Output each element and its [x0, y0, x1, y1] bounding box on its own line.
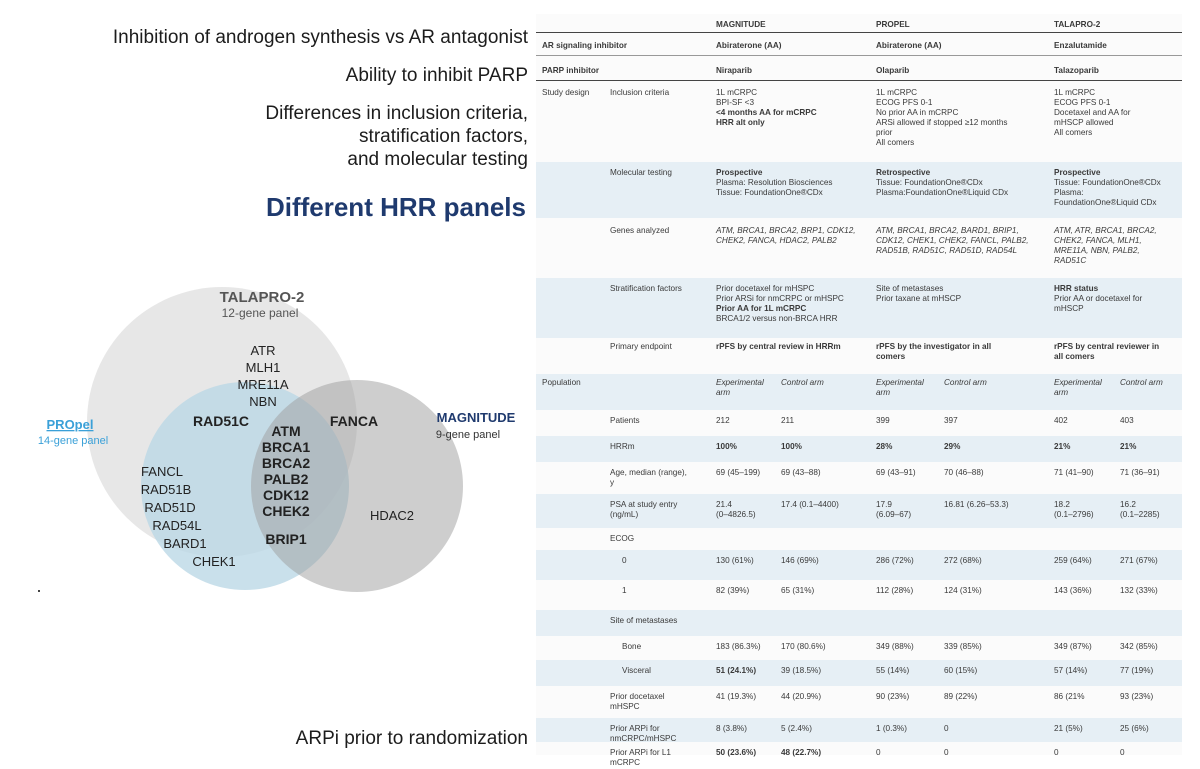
table-cell: 0 [876, 748, 881, 757]
trial-comparison-table [536, 14, 1182, 767]
cell-line: Tissue: FoundationOne®CDx [1054, 178, 1161, 187]
table-cell: 100% [716, 442, 737, 451]
table-row [536, 660, 1182, 686]
table-cell: 77 (19%) [1120, 666, 1154, 675]
table-cell: 112 (28%) [876, 586, 914, 595]
gene-label: CHEK1 [192, 554, 236, 569]
table-cell: 402 [1054, 416, 1068, 425]
cell-line: CHEK2, FANCA, MLH1, [1054, 236, 1142, 245]
arm-header-ctrl: Control arm [944, 378, 987, 387]
cell-line: arm [716, 388, 731, 397]
table-row [536, 636, 1182, 660]
cell-line: mHSCP allowed [1054, 118, 1114, 127]
cell-line: ATM, BRCA1, BRCA2, BARD1, BRIP1, [876, 226, 1019, 235]
row-label: Molecular testing [610, 168, 672, 177]
cell-line: mHSCP [1054, 304, 1084, 313]
testing-propel [876, 168, 1046, 198]
cell-line: Age, median (range), [610, 468, 687, 477]
gene-label: RAD51D [144, 500, 196, 515]
cell-line: Experimental [1054, 378, 1102, 387]
cell-line: Site of metastases [610, 616, 678, 625]
cell-line: Docetaxel and AA for [1054, 108, 1131, 117]
row-label [610, 692, 665, 712]
table-cell: 21 (5%) [1054, 724, 1083, 733]
table-cell: 0 [1120, 748, 1125, 757]
venn-propel-panel: 14-gene panel [37, 435, 109, 447]
cell-line: ATM, BRCA1, BRCA2, BRP1, CDK12, [716, 226, 856, 235]
table-cell: 272 (68%) [944, 556, 982, 565]
cell-line: Prior ARSi for nmCRPC or mHSPC [716, 294, 844, 303]
gene-label: BRCA1 [261, 439, 311, 455]
cell-line: Tissue: FoundationOne®CDx [876, 178, 983, 187]
gene-label: BRCA2 [261, 455, 311, 471]
row-label: Primary endpoint [610, 342, 672, 351]
cell-line: Prior taxane at mHSCP [876, 294, 962, 303]
row-genes-analyzed [536, 218, 1182, 278]
table-cell: 143 (36%) [1054, 586, 1092, 595]
row-label: Genes analyzed [610, 226, 670, 235]
cell-line: 1L mCRPC [716, 88, 758, 97]
ar-value: Enzalutamide [1054, 41, 1107, 50]
table-cell: 397 [944, 416, 958, 425]
bullet-differences-line: stratification factors, [359, 126, 528, 147]
gene-label: MLH1 [245, 360, 281, 375]
gene-label: ATM [271, 423, 301, 439]
testing-talapro [1054, 168, 1179, 208]
cell-line: Prior AA or docetaxel for [1054, 294, 1143, 303]
gene-label: CDK12 [263, 487, 309, 503]
table-row [536, 550, 1182, 580]
endpoint-magnitude [716, 342, 874, 352]
gene-label: PALB2 [263, 471, 309, 487]
parp-value: Talazoparib [1054, 66, 1099, 75]
cell-line: Patients [610, 416, 640, 425]
endpoint-talapro [1054, 342, 1179, 362]
arpi-note: ARPi prior to randomization [295, 728, 528, 749]
ar-label: AR signaling inhibitor [542, 41, 628, 50]
table-cell: 25 (6%) [1120, 724, 1149, 733]
row-label [610, 442, 635, 452]
genes-propel [876, 226, 1046, 256]
bullet-parp: Ability to inhibit PARP [345, 65, 528, 86]
cell-line: 0 [622, 556, 627, 565]
venn-talapro-name: TALAPRO-2 [219, 289, 305, 306]
trial-name-magnitude: MAGNITUDE [716, 20, 766, 29]
cell-line: Prior AA for 1L mCRPC [716, 304, 807, 313]
row-label [610, 724, 676, 744]
gene-label: MRE11A [237, 377, 289, 392]
cell-line: rPFS by the investigator in all [876, 342, 992, 351]
gene-label: ATR [250, 343, 276, 358]
row-label [622, 666, 651, 676]
table-cell: 16.2 (0.1–2285) [1120, 500, 1160, 519]
gene-label: FANCA [329, 413, 379, 429]
cell-line: rPFS by central review in HRRm [716, 342, 841, 351]
cell-line: arm [1054, 388, 1069, 397]
row-population-header [536, 374, 1182, 410]
bullet-differences-line: Differences in inclusion criteria, [265, 103, 528, 124]
strat-talapro [1054, 284, 1179, 314]
table-cell: 211 [781, 416, 795, 425]
gene-label: FANCL [141, 464, 183, 479]
cell-line: HRR status [1054, 284, 1099, 293]
cell-line: BRCA1/2 versus non-BRCA HRR [716, 314, 838, 323]
parp-value: Niraparib [716, 66, 752, 75]
hrr-venn-diagram [30, 280, 540, 600]
genes-talapro [1054, 226, 1179, 266]
table-cell: 1 (0.3%) [876, 724, 907, 733]
table-cell: 55 (14%) [876, 666, 910, 675]
ar-value: Abiraterone (AA) [716, 41, 782, 50]
cell-line: arm [876, 388, 891, 397]
table-cell: 86 (21% [1054, 692, 1085, 701]
row-label [622, 586, 627, 596]
cell-line: <4 months AA for mCRPC [716, 108, 817, 117]
cell-line: ECOG PFS 0-1 [876, 98, 933, 107]
table-cell: 48 (22.7%) [781, 748, 822, 757]
testing-magnitude [716, 168, 871, 198]
table-cell: 339 (85%) [944, 642, 982, 651]
gene-label: RAD51C [192, 413, 250, 429]
table-cell: 132 (33%) [1120, 586, 1158, 595]
row-label [622, 556, 627, 566]
arm-header-ctrl: Control arm [781, 378, 824, 387]
row-label [610, 416, 640, 426]
strat-propel [876, 284, 1046, 304]
inclusion-magnitude [716, 88, 866, 128]
cell-line: RAD51B, RAD51C, RAD51D, RAD54L [876, 246, 1018, 255]
cell-line: rPFS by central reviewer in [1054, 342, 1160, 351]
table-row [536, 610, 1182, 636]
cell-line: MRE11A, NBN, PALB2, [1054, 246, 1140, 255]
venn-propel-name: PROpel [46, 417, 94, 432]
inclusion-talapro [1054, 88, 1179, 138]
cell-line: All comers [1054, 128, 1093, 137]
table-cell: 17.4 (0.1–4400) [781, 500, 839, 509]
table-cell: 51 (24.1%) [716, 666, 757, 675]
arm-header-ctrl: Control arm [1120, 378, 1163, 387]
table-cell: 71 (36–91) [1120, 468, 1160, 477]
gene-label: BRIP1 [265, 531, 307, 547]
ar-value: Abiraterone (AA) [876, 41, 942, 50]
cell-line: prior [876, 128, 893, 137]
table-cell: 259 (64%) [1054, 556, 1092, 565]
cell-line: ARSi allowed if stopped ≥12 months [876, 118, 1008, 127]
table-cell: 21% [1054, 442, 1071, 451]
venn-magnitude-name: MAGNITUDE [436, 410, 516, 425]
cell-line: mHSPC [610, 702, 640, 711]
trial-name-talapro: TALAPRO-2 [1054, 20, 1101, 29]
table-row [536, 718, 1182, 742]
row-label [610, 616, 677, 626]
table-cell: 349 (88%) [876, 642, 914, 651]
gene-label: HDAC2 [369, 508, 415, 523]
row-label [610, 534, 634, 544]
cell-line: CHEK2, FANCA, HDAC2, PALB2 [716, 236, 837, 245]
gene-label: CHEK2 [262, 503, 310, 519]
gene-label: RAD51B [140, 482, 192, 497]
table-cell: 18.2 (0.1–2796) [1054, 500, 1094, 519]
table-cell: 124 (31%) [944, 586, 982, 595]
cell-line: FoundationOne®Liquid CDx [1054, 198, 1157, 207]
decorative-dot [38, 590, 40, 592]
parp-label: PARP inhibitor [542, 66, 600, 75]
cell-line: RAD51C [1054, 256, 1087, 265]
table-cell: 5 (2.4%) [781, 724, 812, 733]
table-cell: 69 (45–199) [716, 468, 761, 477]
cell-line: Tissue: FoundationOne®CDx [716, 188, 823, 197]
arm-header-exp [1054, 378, 1102, 398]
row-label [610, 500, 677, 520]
cell-line: Prior docetaxel [610, 692, 665, 701]
cell-line: Plasma:FoundationOne®Liquid CDx [876, 188, 1009, 197]
cell-line: HRR alt only [716, 118, 765, 127]
trial-name-propel: PROPEL [876, 20, 910, 29]
table-row [536, 436, 1182, 462]
table-parp-row [536, 56, 1182, 81]
bullet-androgen: Inhibition of androgen synthesis vs AR antagonist [112, 27, 528, 48]
table-cell: 100% [781, 442, 802, 451]
table-cell: 21.4 (0–4826.5) [716, 500, 756, 519]
table-cell: 0 [1054, 748, 1059, 757]
cell-line: mCRPC [610, 758, 641, 767]
table-cell: 183 (86.3%) [716, 642, 761, 651]
table-row [536, 462, 1182, 494]
cell-line: Prior ARPi for L1 [610, 748, 671, 757]
inclusion-propel [876, 88, 1046, 148]
table-cell: 44 (20.9%) [781, 692, 822, 701]
cell-line: 1 [622, 586, 627, 595]
cell-line: ECOG [610, 534, 635, 543]
cell-line: nmCRPC/mHSPC [610, 734, 677, 743]
hrr-panels-title: Different HRR panels [265, 192, 526, 222]
table-cell: 170 (80.6%) [781, 642, 826, 651]
cell-line: Prospective [1054, 168, 1101, 177]
venn-talapro-panel: 12-gene panel [221, 306, 299, 320]
gene-label: BARD1 [163, 536, 207, 551]
cell-line: No prior AA in mCRPC [876, 108, 959, 117]
table-cell: 212 [716, 416, 730, 425]
cell-line: Retrospective [876, 168, 931, 177]
table-cell: 146 (69%) [781, 556, 819, 565]
row-label [610, 748, 671, 768]
cell-line: comers [876, 352, 906, 361]
table-cell: 93 (23%) [1120, 692, 1154, 701]
cell-line: Prior docetaxel for mHSPC [716, 284, 815, 293]
cell-line: All comers [876, 138, 915, 147]
gene-label: RAD54L [152, 518, 202, 533]
cell-line: y [610, 478, 615, 487]
bullet-differences [265, 102, 528, 171]
cell-line: Bone [622, 642, 642, 651]
cell-line: Prior ARPi for [610, 724, 660, 733]
table-cell: 16.81 (6.26–53.3) [944, 500, 1009, 509]
table-cell: 39 (18.5%) [781, 666, 822, 675]
table-cell: 342 (85%) [1120, 642, 1158, 651]
table-cell: 130 (61%) [716, 556, 754, 565]
table-cell: 28% [876, 442, 893, 451]
cell-line: (ng/mL) [610, 510, 639, 519]
table-cell: 89 (22%) [944, 692, 978, 701]
table-cell: 69 (43–88) [781, 468, 821, 477]
cell-line: PSA at study entry [610, 500, 678, 509]
cell-line: Prospective [716, 168, 763, 177]
row-label: Inclusion criteria [610, 88, 670, 97]
table-cell: 349 (87%) [1054, 642, 1092, 651]
table-row [536, 410, 1182, 436]
table-row [536, 528, 1182, 550]
table-cell: 69 (43–91) [876, 468, 916, 477]
table-cell: 60 (15%) [944, 666, 978, 675]
venn-magnitude-panel: 9-gene panel [435, 429, 501, 441]
table-cell: 399 [876, 416, 890, 425]
gene-label: NBN [249, 394, 277, 409]
endpoint-propel [876, 342, 1046, 362]
table-cell: 82 (39%) [716, 586, 750, 595]
cell-line: ATM, ATR, BRCA1, BRCA2, [1054, 226, 1157, 235]
table-cell: 65 (31%) [781, 586, 815, 595]
table-cell: 90 (23%) [876, 692, 910, 701]
arm-header-exp [876, 378, 924, 398]
table-row [536, 686, 1182, 718]
table-trial-header [536, 14, 1182, 33]
table-cell: 286 (72%) [876, 556, 914, 565]
row-primary-endpoint [536, 338, 1182, 374]
table-row [536, 742, 1182, 769]
table-cell: 8 (3.8%) [716, 724, 747, 733]
strat-magnitude [716, 284, 874, 324]
table-cell: 50 (23.6%) [716, 748, 757, 757]
cell-line: Site of metastases [876, 284, 944, 293]
cell-line: Experimental [716, 378, 764, 387]
row-stratification [536, 278, 1182, 338]
cell-line: Plasma: Resolution Biosciences [716, 178, 833, 187]
row-label [610, 468, 687, 488]
row-label: Stratification factors [610, 284, 682, 293]
table-cell: 21% [1120, 442, 1137, 451]
table-cell: 70 (46–88) [944, 468, 984, 477]
parp-value: Olaparib [876, 66, 910, 75]
row-label [622, 642, 641, 652]
table-cell: 0 [944, 724, 949, 733]
genes-magnitude [716, 226, 871, 246]
cell-line: BPI-SF <3 [716, 98, 754, 107]
table-cell: 29% [944, 442, 961, 451]
table-cell: 271 (67%) [1120, 556, 1158, 565]
cell-line: Plasma: [1054, 188, 1084, 197]
row-inclusion [536, 82, 1182, 162]
table-cell: 17.9 (6.09–67) [876, 500, 912, 519]
table-row [536, 494, 1182, 528]
table-cell: 41 (19.3%) [716, 692, 757, 701]
cell-line: Visceral [622, 666, 651, 675]
cell-line: CDK12, CHEK1, CHEK2, FANCL, PALB2, [876, 236, 1029, 245]
study-design-label: Study design [542, 88, 590, 97]
table-ar-row [536, 33, 1182, 56]
cell-line: all comers [1054, 352, 1095, 361]
table-cell: 57 (14%) [1054, 666, 1088, 675]
row-molecular-testing [536, 162, 1182, 218]
cell-line: Experimental [876, 378, 924, 387]
table-row [536, 580, 1182, 610]
table-cell: 71 (41–90) [1054, 468, 1094, 477]
arm-header-exp [716, 378, 764, 398]
cell-line: HRRm [610, 442, 635, 451]
cell-line: ECOG PFS 0-1 [1054, 98, 1111, 107]
population-label: Population [542, 378, 581, 387]
slide-bullets [0, 20, 528, 222]
cell-line: 1L mCRPC [1054, 88, 1096, 97]
table-cell: 0 [944, 748, 949, 757]
table-cell: 403 [1120, 416, 1134, 425]
bullet-differences-line: and molecular testing [347, 149, 528, 170]
cell-line: 1L mCRPC [876, 88, 918, 97]
